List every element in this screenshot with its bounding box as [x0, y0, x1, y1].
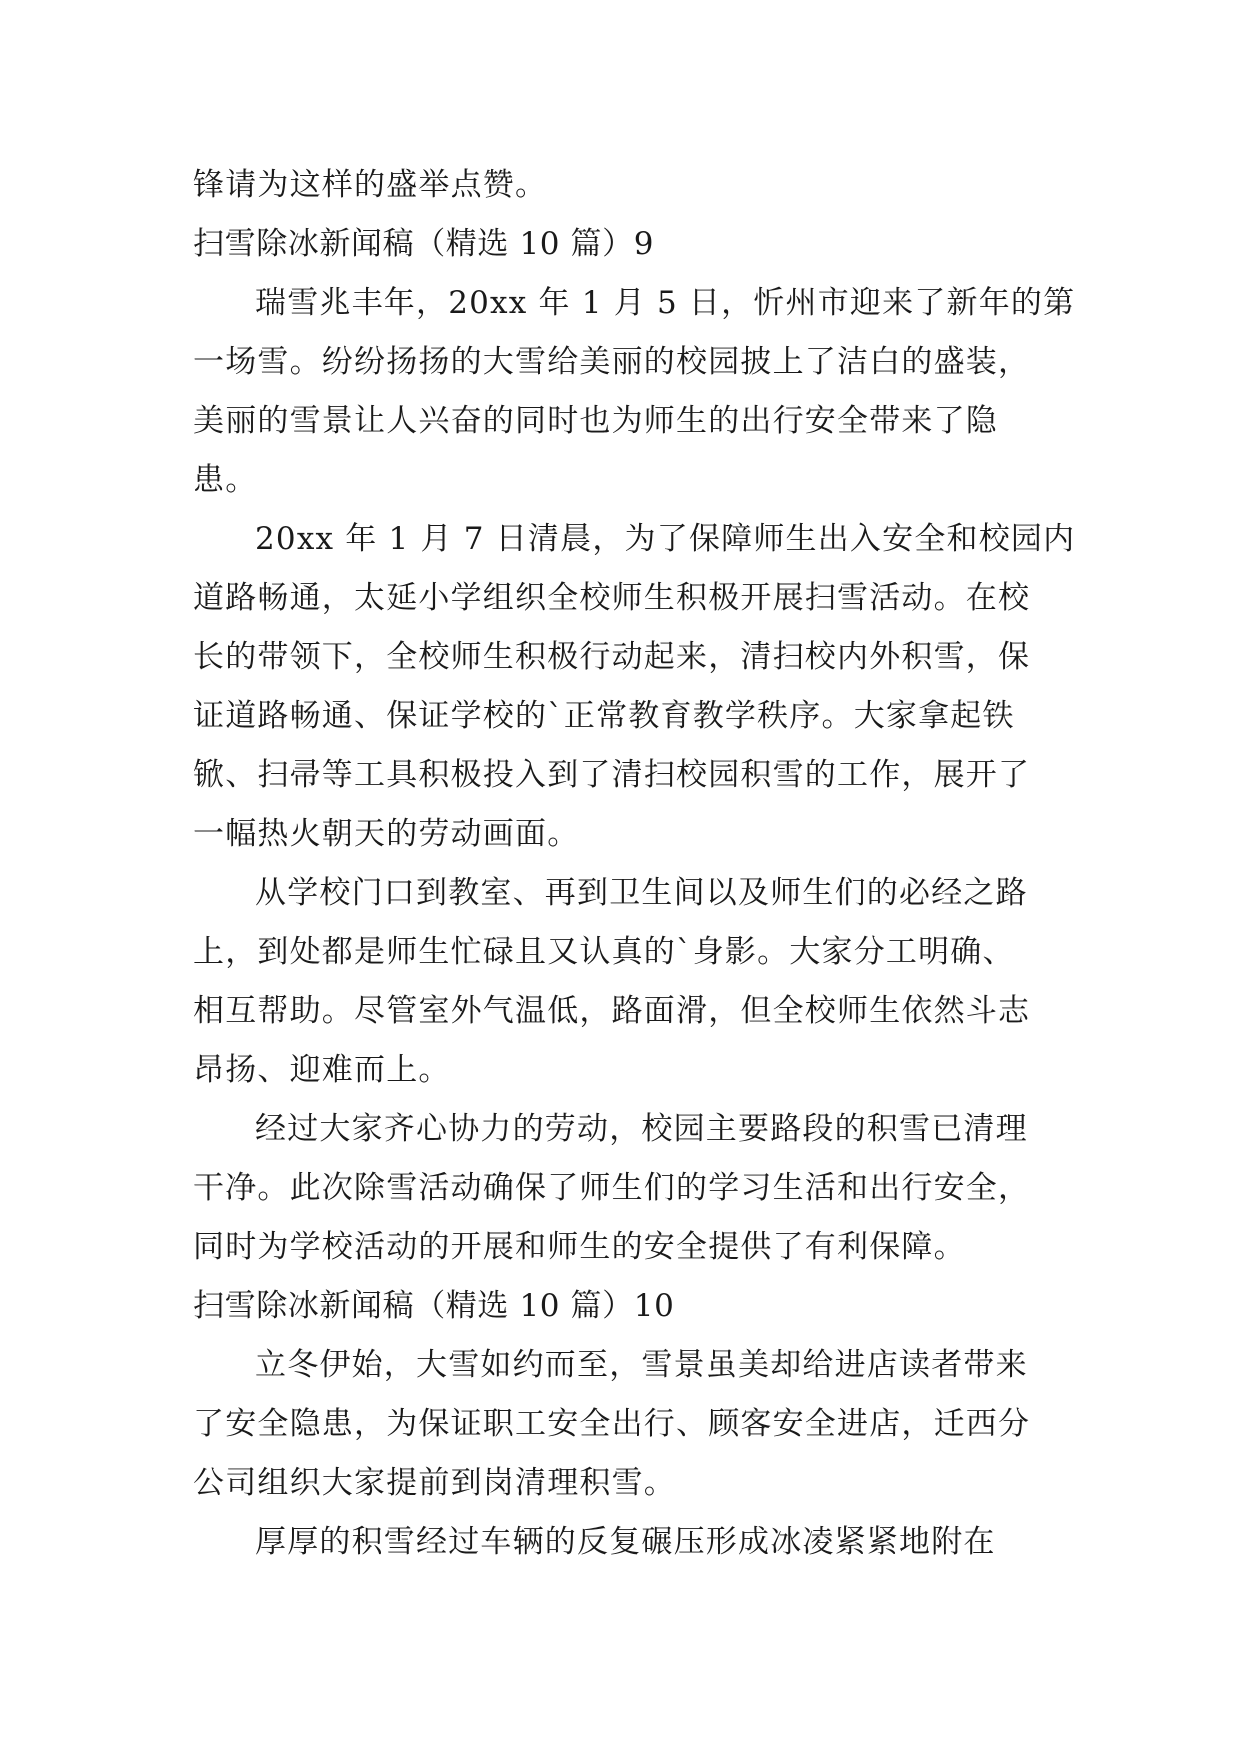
continuation-text	[193, 156, 1053, 215]
section-heading-9: 扫雪除冰新闻稿（精选 10 篇）9	[193, 226, 655, 262]
text-line: 上，到处都是师生忙碌且又认真的`身影。大家分工明确、	[193, 934, 1015, 970]
paragraph	[193, 1100, 1053, 1277]
text-line: 厚厚的积雪经过车辆的反复碾压形成冰凌紧紧地附在	[255, 1524, 996, 1560]
text-line: 瑞雪兆丰年，20xx 年 1 月 5 日，忻州市迎来了新年的第	[255, 285, 1076, 321]
text-line: 患。	[193, 462, 258, 498]
text-line: 锋请为这样的盛举点赞。	[193, 167, 548, 203]
paragraph	[193, 1513, 1053, 1572]
text-line: 经过大家齐心协力的劳动，校园主要路段的积雪已清理	[255, 1111, 1028, 1147]
paragraph	[193, 510, 1076, 864]
text-line: 昂扬、迎难而上。	[193, 1052, 451, 1088]
text-line: 了安全隐患，为保证职工安全出行、顾客安全进店，迁西分	[193, 1406, 1031, 1442]
text-line: 美丽的雪景让人兴奋的同时也为师生的出行安全带来了隐	[193, 403, 998, 439]
paragraph	[193, 864, 1053, 1100]
text-line: 一幅热火朝天的劳动画面。	[193, 816, 580, 852]
text-line: 干净。此次除雪活动确保了师生们的学习生活和出行安全，	[193, 1170, 1031, 1206]
paragraph	[193, 274, 1076, 510]
text-line: 相互帮助。尽管室外气温低，路面滑，但全校师生依然斗志	[193, 993, 1031, 1029]
text-line: 从学校门口到教室、再到卫生间以及师生们的必经之路	[255, 875, 1028, 911]
text-line: 同时为学校活动的开展和师生的安全提供了有利保障。	[193, 1229, 966, 1265]
text-line: 一场雪。纷纷扬扬的大雪给美丽的校园披上了洁白的盛装，	[193, 344, 1031, 380]
text-line: 锨、扫帚等工具积极投入到了清扫校园积雪的工作，展开了	[193, 757, 1031, 793]
document-page	[193, 156, 1076, 1572]
text-line: 证道路畅通、保证学校的`正常教育教学秩序。大家拿起铁	[193, 698, 1015, 734]
text-line: 公司组织大家提前到岗清理积雪。	[193, 1465, 676, 1501]
text-line: 道路畅通，太延小学组织全校师生积极开展扫雪活动。在校	[193, 580, 1031, 616]
text-line: 长的带领下，全校师生积极行动起来，清扫校内外积雪，保	[193, 639, 1031, 675]
text-line: 立冬伊始，大雪如约而至，雪景虽美却给进店读者带来	[255, 1347, 1028, 1383]
paragraph	[193, 1336, 1053, 1513]
text-line: 20xx 年 1 月 7 日清晨，为了保障师生出入安全和校园内	[255, 521, 1076, 557]
section-heading-10: 扫雪除冰新闻稿（精选 10 篇）10	[193, 1288, 675, 1324]
